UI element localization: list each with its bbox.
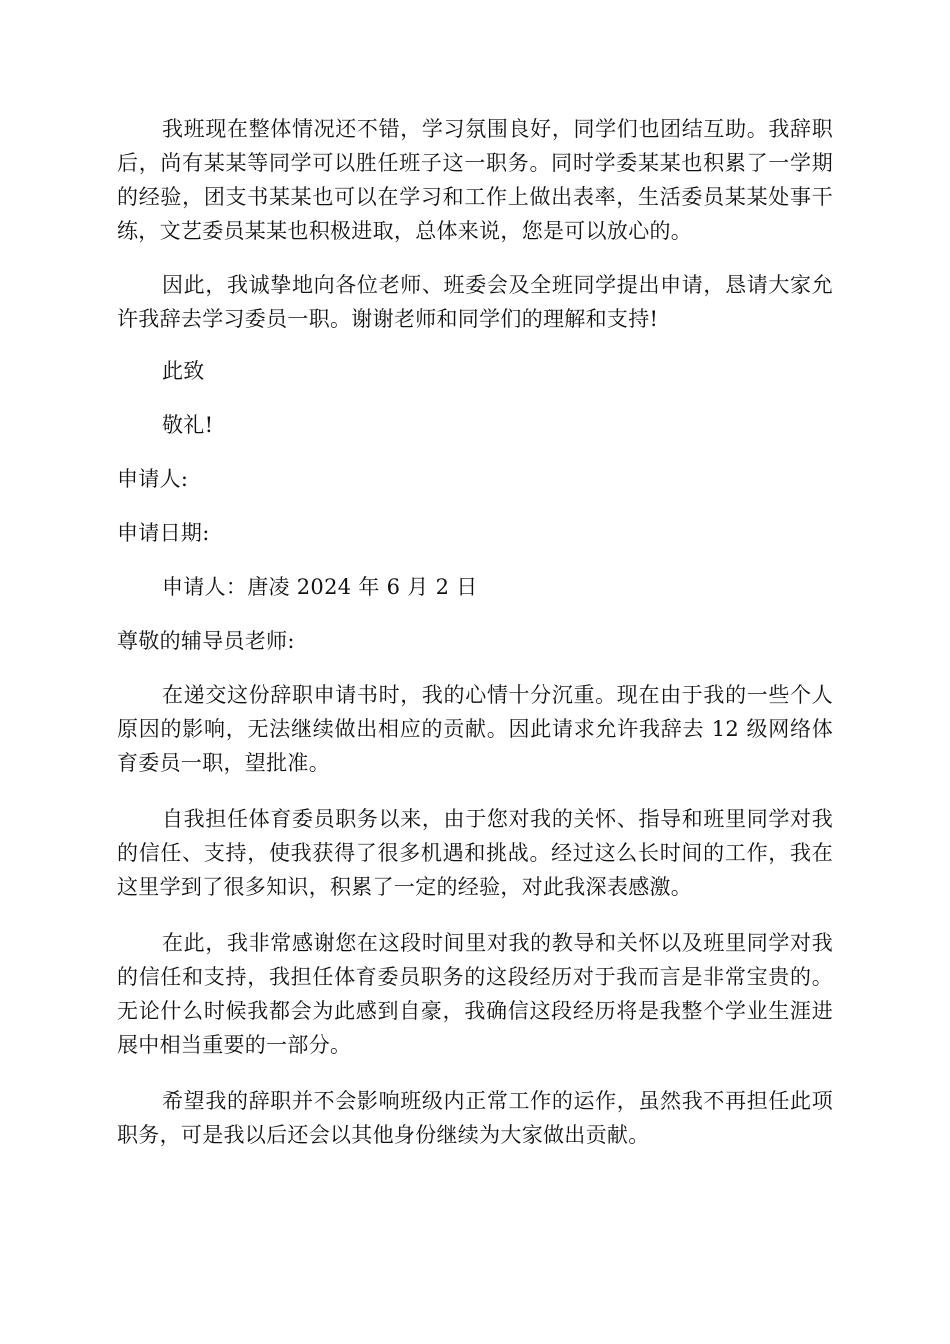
- document-page: [117, 112, 833, 1152]
- applicant-signature-date: 申请人：唐凌 2024 年 6 月 2 日: [162, 575, 478, 599]
- closing-regards: 敬礼!: [162, 413, 214, 437]
- paragraph-class-situation: 我班现在整体情况还不错，学习氛围良好，同学们也团结互助。我辞职后，尚有某某等同学可以胜任班子这一职务。同时学委某某也积累了一学期的经验，团支书某某也可以在学习和工作上做出表率，生活委员某某处事干练，文艺委员某某也积极进取，总体来说，您是可以放心的。: [117, 117, 833, 243]
- letter-greeting: 尊敬的辅导员老师:: [117, 629, 295, 653]
- closing-salutation: 此致: [162, 359, 205, 383]
- paragraph-future: 希望我的辞职并不会影响班级内正常工作的运作，虽然我不再担任此项职务，可是我以后还会以其他身份继续为大家做出贡献。: [117, 1089, 833, 1147]
- paragraph-resignation-reason: 在递交这份辞职申请书时，我的心情十分沉重。现在由于我的一些个人原因的影响，无法继续做出相应的贡献。因此请求允许我辞去 12 级网络体育委员一职，望批准。: [117, 683, 833, 775]
- application-date-label: 申请日期:: [117, 521, 210, 545]
- paragraph-experience: 自我担任体育委员职务以来，由于您对我的关怀、指导和班里同学对我的信任、支持，使我获得了很多机遇和挑战。经过这么长时间的工作，我在这里学到了很多知识，积累了一定的经验，对此我深表感激。: [117, 807, 833, 899]
- paragraph-request: 因此，我诚挚地向各位老师、班委会及全班同学提出申请，恳请大家允许我辞去学习委员一职。谢谢老师和同学们的理解和支持!: [117, 273, 833, 331]
- applicant-label: 申请人:: [117, 467, 189, 491]
- paragraph-gratitude: 在此，我非常感谢您在这段时间里对我的教导和关怀以及班里同学对我的信任和支持，我担任体育委员职务的这段经历对于我而言是非常宝贵的。无论什么时候我都会为此感到自豪，我确信这段经历将是我整个学业生涯进展中相当重要的一部分。: [117, 931, 833, 1057]
